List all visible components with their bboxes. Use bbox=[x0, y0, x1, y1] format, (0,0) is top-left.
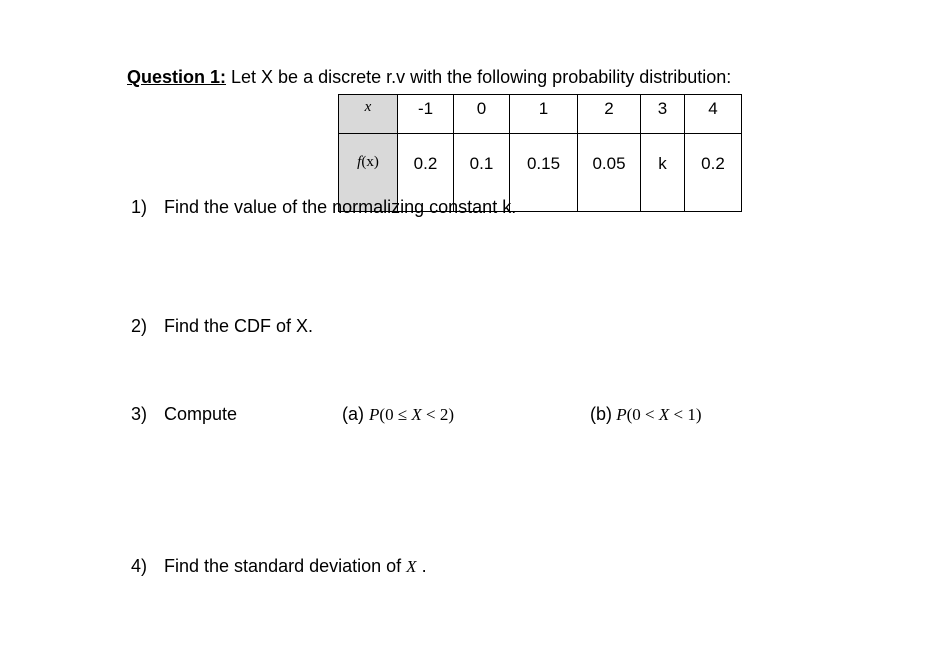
part-a-expression: P(0 ≤ X < 2) bbox=[369, 405, 455, 424]
x-value-cell: 0 bbox=[454, 95, 510, 134]
x-value-cell: 2 bbox=[578, 95, 641, 134]
fx-value-cell: k bbox=[641, 134, 685, 212]
item-number: 4) bbox=[131, 556, 148, 576]
item-text: Find the standard deviation of bbox=[164, 556, 402, 576]
question-title bbox=[127, 67, 731, 88]
part-b-expression: P(0 < X < 1) bbox=[616, 405, 702, 424]
question-text: Let X be a discrete r.v with the following probability distribution: bbox=[226, 67, 732, 87]
item-text: Find the CDF of X. bbox=[164, 316, 314, 336]
x-value-cell: -1 bbox=[398, 95, 454, 134]
std-variable: X bbox=[406, 557, 417, 576]
item-2 bbox=[131, 316, 313, 337]
x-value-cell: 4 bbox=[685, 95, 742, 134]
question-label: Question 1: bbox=[127, 67, 227, 87]
fx-value-cell: 0.2 bbox=[685, 134, 742, 212]
compute-part-a bbox=[342, 404, 454, 425]
item-3 bbox=[131, 404, 237, 425]
fx-value-cell: 0.15 bbox=[510, 134, 578, 212]
x-value-cell: 1 bbox=[510, 95, 578, 134]
compute-part-b bbox=[590, 404, 702, 425]
item-number: 2) bbox=[131, 316, 148, 336]
item-number: 3) bbox=[131, 404, 148, 424]
item-4 bbox=[131, 556, 427, 577]
probability-distribution-table bbox=[338, 94, 742, 212]
fx-value-cell: 0.1 bbox=[454, 134, 510, 212]
item-number: 1) bbox=[131, 197, 148, 217]
item-1 bbox=[131, 197, 516, 218]
part-b-label: (b) bbox=[590, 404, 612, 424]
table-row-x bbox=[339, 95, 742, 134]
fx-value-cell: 0.2 bbox=[398, 134, 454, 212]
std-tail: . bbox=[416, 556, 427, 576]
fx-value-cell: 0.05 bbox=[578, 134, 641, 212]
part-a-label: (a) bbox=[342, 404, 364, 424]
x-value-cell: 3 bbox=[641, 95, 685, 134]
x-header-cell: x bbox=[339, 95, 398, 134]
fx-header-f: f bbox=[357, 154, 362, 170]
fx-header-arg: (x) bbox=[361, 154, 379, 170]
item-text: Compute bbox=[164, 404, 238, 424]
item-text: Find the value of the normalizing constant k. bbox=[164, 197, 517, 217]
